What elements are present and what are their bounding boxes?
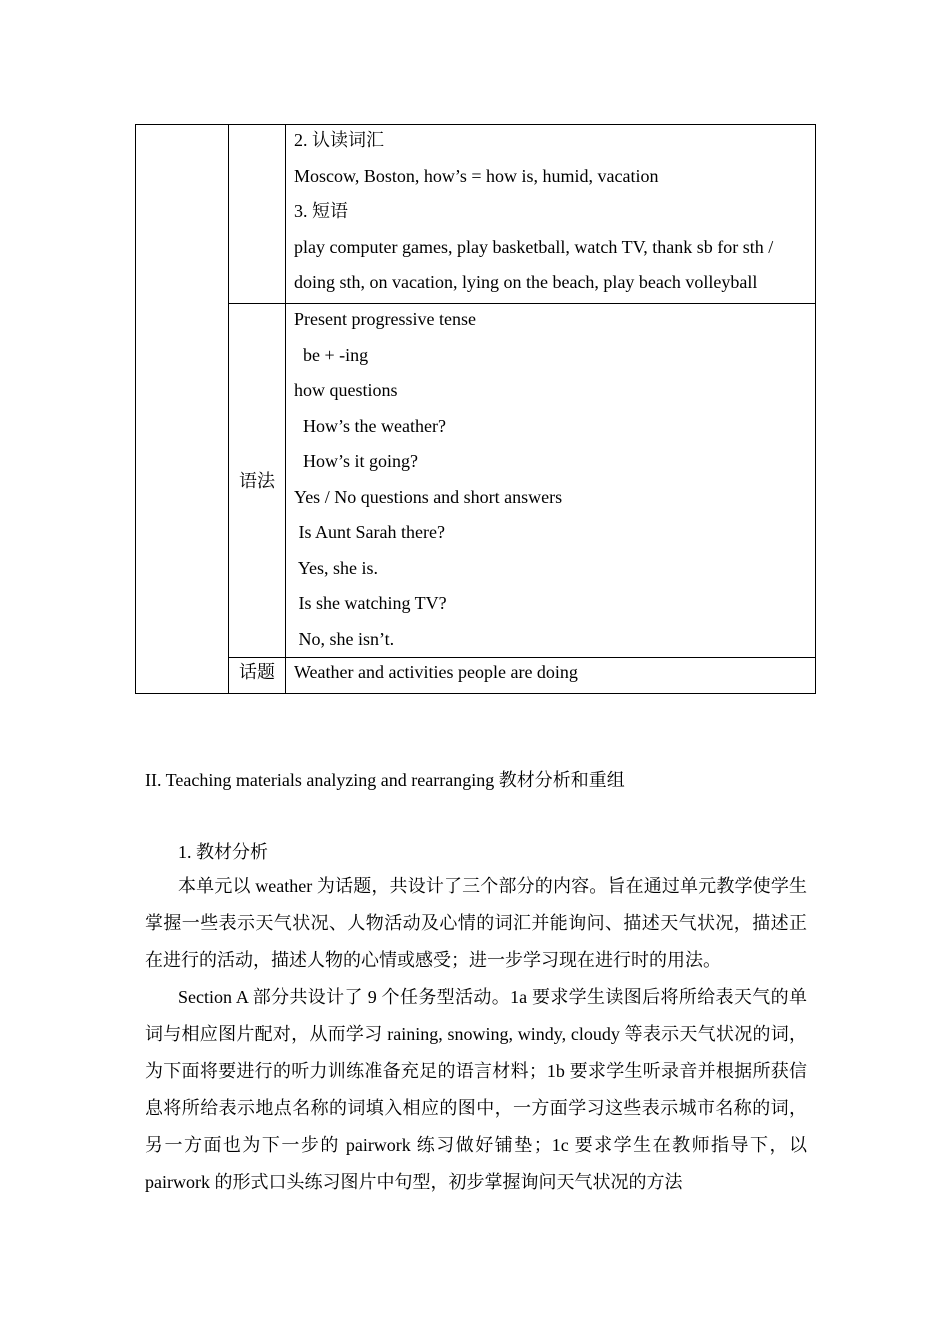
paragraph: 本单元以 weather 为话题，共设计了三个部分的内容。旨在通过单元教学使学生掌握一些表示天气状况、人物活动及心情的词汇并能询问、描述天气状况，描述正在进行的活动，描述人物的心情或感受；进一步学习现在进行时的用法。 (145, 876, 807, 970)
grammar-line: How’s the weather? (294, 415, 446, 436)
topic-content-cell (286, 657, 816, 693)
sub-heading: 1. 教材分析 (178, 842, 268, 862)
grammar-line: Is she watching TV? (294, 593, 447, 613)
grammar-line: No, she isn’t. (294, 628, 395, 649)
grammar-line: Present progressive tense (294, 309, 476, 329)
grammar-line: Yes, she is. (294, 557, 379, 578)
grammar-content-cell (286, 304, 816, 658)
vocab-line: play computer games, play basketball, watch TV, thank sb for sth / (294, 236, 774, 257)
vocab-label-cell (229, 125, 286, 304)
topic-text: Weather and activities people are doing (294, 661, 578, 682)
paragraph: Section A 部分共设计了 9 个任务型活动。1a 要求学生读图后将所给表天气的单词与相应图片配对，从而学习 raining, snowing, windy, cloudy 等表示天气状况的词， 为下面将要进行的听力训练准备充足的语言材料；1b 要求学生听录音并根据所获信息将所给表示地点名称的词填入相应的图中，一方面学习这些表示城市名称的词，另一方面也为下一步的 pairwork 练习做好铺垫；1c 要求学生在教师指导下，以 pairwork 的形式口头练习图片中句型，初步掌握询问天气状况的方法 (145, 987, 807, 1192)
grammar-line: how questions (294, 380, 398, 400)
section-heading: II. Teaching materials analyzing and rearranging 教材分析和重组 (145, 770, 625, 790)
table-row (136, 125, 816, 304)
empty-category-cell (136, 125, 229, 694)
grammar-line: How’s it going? (294, 451, 418, 471)
vocab-line: 2. 认读词汇 (294, 130, 384, 150)
grammar-line: Yes / No questions and short answers (294, 486, 563, 507)
grammar-line: Is Aunt Sarah there? (294, 522, 445, 542)
topic-label: 话题 (229, 657, 286, 693)
vocab-content-cell (286, 125, 816, 304)
table-row (136, 304, 816, 658)
grammar-line: be + -ing (294, 344, 369, 365)
grammar-label: 语法 (229, 304, 286, 658)
teaching-content-table (135, 124, 816, 694)
vocab-line: 3. 短语 (294, 201, 348, 221)
table-row (136, 657, 816, 693)
vocab-line: Moscow, Boston, how’s = how is, humid, vacation (294, 165, 659, 186)
vocab-line: doing sth, on vacation, lying on the beach, play beach volleyball (294, 272, 758, 292)
